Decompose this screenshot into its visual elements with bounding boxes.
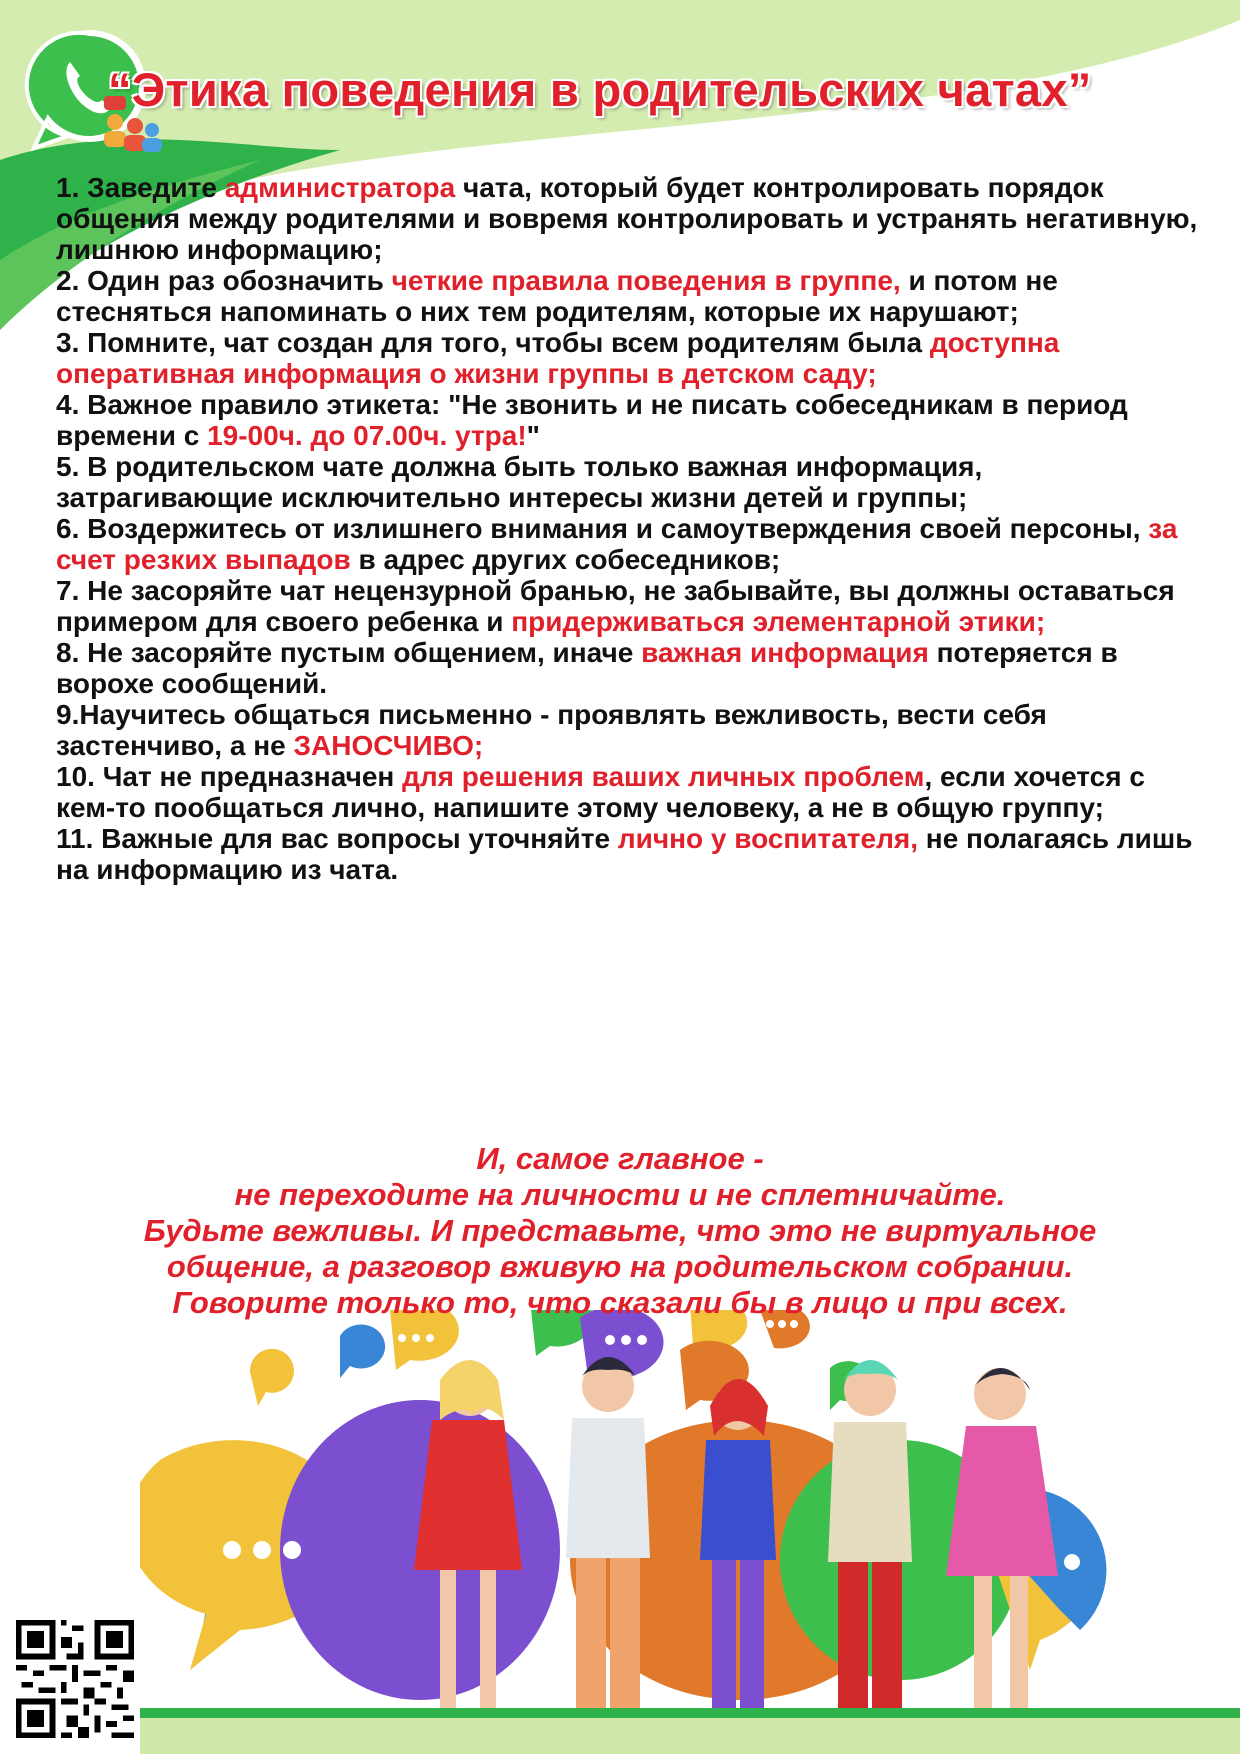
rules-list <box>56 172 1206 885</box>
closing-line: не переходите на личности и не сплетничайте. <box>234 1177 1006 1212</box>
rule-item <box>56 327 1206 389</box>
rule-highlight: четкие правила поведения в группе, <box>391 265 901 296</box>
rule-highlight: ЗАНОСЧИВО; <box>293 730 484 761</box>
rule-text: 9.Научитесь общаться письменно - проявлять вежливость, вести себя застенчиво, а не <box>56 699 1047 761</box>
rule-item <box>56 761 1206 823</box>
rule-text: 6. Воздержитесь от излишнего внимания и самоутверждения своей персоны, <box>56 513 1149 544</box>
rule-text: 2. Один раз обозначить <box>56 265 392 296</box>
rule-text: 10. Чат не предназначен <box>56 761 403 792</box>
rule-text: 11. Важные для вас вопросы уточняйте <box>56 823 618 854</box>
people-with-phones-illustration <box>140 1310 1240 1754</box>
rule-highlight: администратора <box>224 172 456 203</box>
people <box>414 1357 1058 1732</box>
closing-line: общение, а разговор вживую на родительском собрании. <box>166 1249 1074 1284</box>
rule-item <box>56 575 1206 637</box>
rule-text: , если хочется с кем-то пообщаться лично, напишите этому человеку, а не в общую группу; <box>56 761 1145 823</box>
rule-highlight: важная информация <box>641 637 929 668</box>
rule-text: " <box>526 420 540 451</box>
page-title: “Этика поведения в родительских чатах” <box>108 63 1092 116</box>
closing-line: Будьте вежливы. И представьте, что это не виртуальное <box>143 1213 1097 1248</box>
rule-text: чата, который будет контролировать порядок общения между родителями и вовремя контролировать и устранять негативную, лишнюю информацию; <box>56 172 1198 265</box>
qr-code-icon <box>16 1620 134 1738</box>
rule-item <box>56 172 1206 265</box>
rule-highlight: доступна оперативная информация о жизни группы в детском саду; <box>56 327 1060 389</box>
rule-item <box>56 513 1206 575</box>
rule-text: 7. Не засоряйте чат нецензурной бранью, не забывайте, вы должны оставаться примером для своего ребенка и <box>56 575 1175 637</box>
rule-text: 8. Не засоряйте пустым общением, иначе <box>56 637 642 668</box>
rule-highlight: придерживаться элементарной этики; <box>511 606 1046 637</box>
rule-item <box>56 451 1206 513</box>
rule-highlight: лично у воспитателя, <box>617 823 918 854</box>
ground-line <box>140 1708 1240 1718</box>
rule-item <box>56 265 1206 327</box>
rule-highlight: 19-00ч. до 07.00ч. утра! <box>207 420 527 451</box>
rule-text: и потом не стесняться напоминать о них тем родителям, которые их нарушают; <box>56 265 1058 327</box>
rule-text: не полагаясь лишь на информацию из чата. <box>56 823 1193 885</box>
rule-highlight: для решения ваших личных проблем <box>402 761 925 792</box>
closing-line: Говорите только то, что сказали бы в лицо и при всех. <box>172 1285 1068 1320</box>
ground-strip <box>140 1714 1240 1754</box>
rule-item <box>56 699 1206 761</box>
rule-item <box>56 823 1206 885</box>
rule-item <box>56 389 1206 451</box>
rule-text: 3. Помните, чат создан для того, чтобы всем родителям была <box>56 327 930 358</box>
rule-text: 4. Важное правило этикета: "Не звонить и не писать собеседникам в период времени с <box>56 389 1128 451</box>
rule-text: 1. Заведите <box>56 172 225 203</box>
rule-text: 5. В родительском чате должна быть только важная информация, затрагивающие исключительно интересы жизни детей и группы; <box>56 451 983 513</box>
closing-line: И, самое главное - <box>476 1141 764 1176</box>
rule-text: в адрес других собеседников; <box>350 544 781 575</box>
rule-highlight: за счет резких выпадов <box>56 513 1178 575</box>
rule-item <box>56 637 1206 699</box>
closing-message <box>40 1141 1200 1321</box>
rule-text: потеряется в ворохе сообщений. <box>56 637 1118 699</box>
